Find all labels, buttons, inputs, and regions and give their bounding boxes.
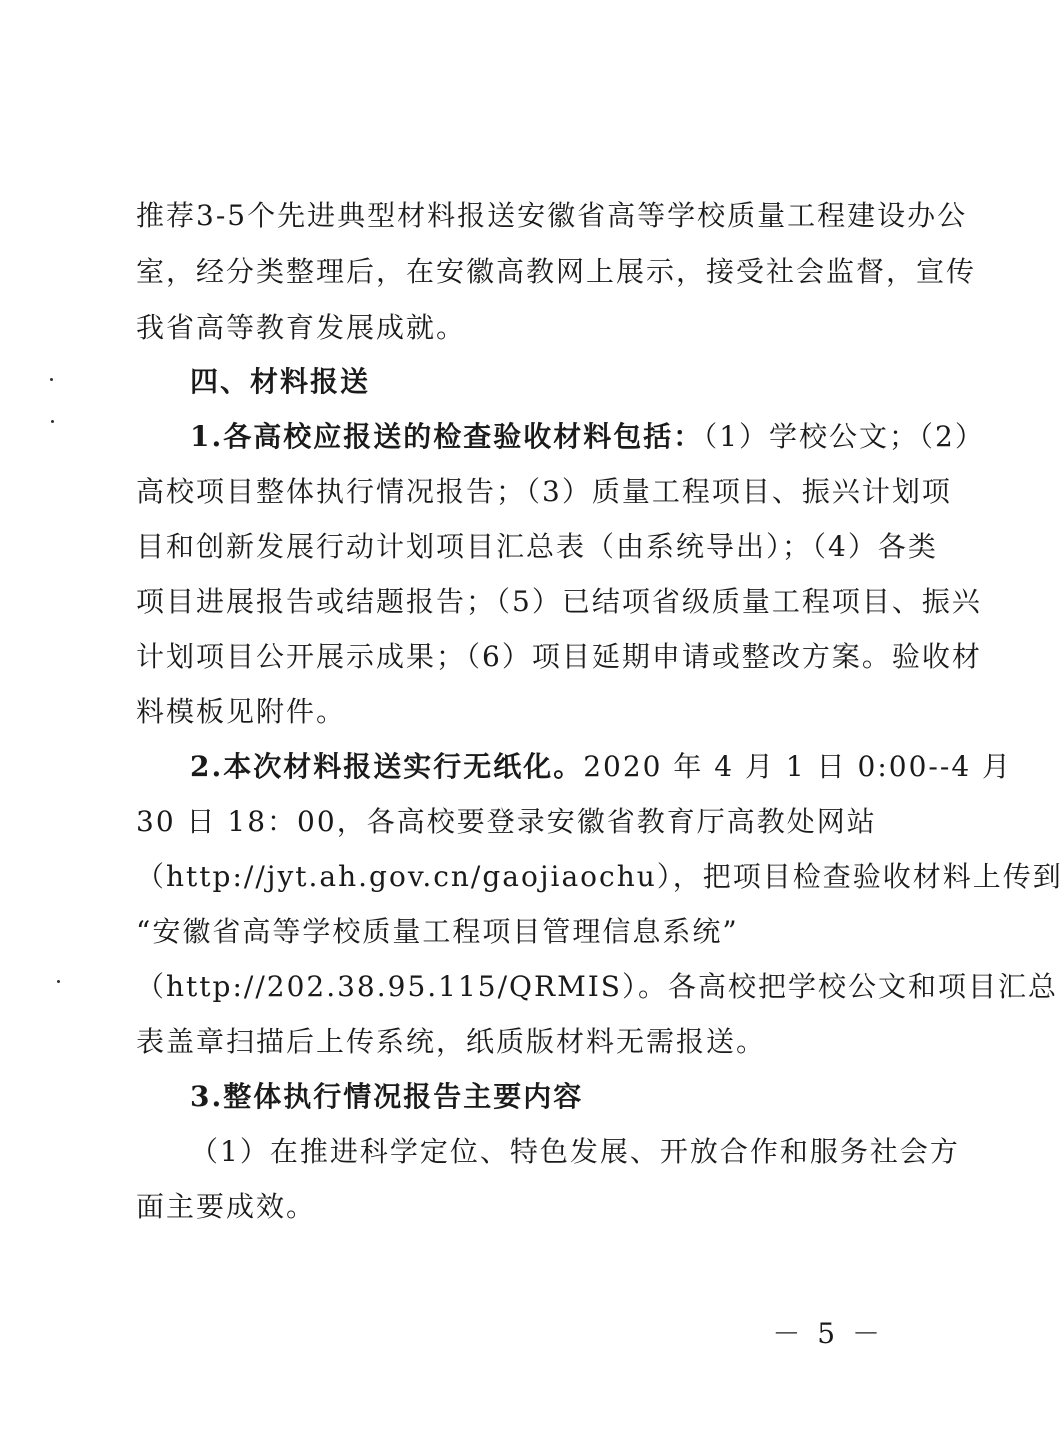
paragraph-line: 推荐3-5个先进典型材料报送安徽省高等学校质量工程建设办公 xyxy=(136,199,968,232)
section-heading: 四、材料报送 xyxy=(190,365,371,398)
paragraph-line: 我省高等教育发展成就。 xyxy=(136,311,467,344)
paragraph-line: 料模板见附件。 xyxy=(136,695,347,728)
item3-heading: 3.整体执行情况报告主要内容 xyxy=(190,1080,584,1113)
scan-speck xyxy=(51,420,54,423)
scan-speck xyxy=(50,378,53,381)
paragraph-line: （http://jyt.ah.gov.cn/gaojiaochu），把项目检查验收材料上传到 xyxy=(136,860,1063,893)
paragraph-line: 项目进展报告或结题报告；（5）已结项省级质量工程项目、振兴 xyxy=(136,585,982,618)
item1-line1 xyxy=(190,417,985,457)
item1-lead: 1.各高校应报送的检查验收材料包括： xyxy=(190,420,704,453)
paragraph-line: 高校项目整体执行情况报告；（3）质量工程项目、振兴计划项 xyxy=(136,475,952,508)
paragraph-line: 面主要成效。 xyxy=(136,1190,317,1223)
item1-line1-rest: （1）学校公文；（2） xyxy=(703,420,985,453)
page-number: － 5 － xyxy=(772,1317,884,1350)
paragraph-line: 表盖章扫描后上传系统，纸质版材料无需报送。 xyxy=(136,1025,767,1058)
paragraph-line: 计划项目公开展示成果；（6）项目延期申请或整改方案。验收材 xyxy=(136,640,982,673)
item2-lead: 2.本次材料报送实行无纸化。 xyxy=(190,750,584,783)
item2-line1 xyxy=(190,747,1013,787)
scan-speck xyxy=(57,980,60,983)
paragraph-line: 30 日 18：00，各高校要登录安徽省教育厅高教处网站 xyxy=(136,805,877,838)
paragraph-line: 室，经分类整理后，在安徽高教网上展示，接受社会监督，宣传 xyxy=(136,255,977,288)
paragraph-line: （1）在推进科学定位、特色发展、开放合作和服务社会方 xyxy=(190,1135,960,1168)
paragraph-line: “安徽省高等学校质量工程项目管理信息系统” xyxy=(136,915,739,948)
paragraph-line: 目和创新发展行动计划项目汇总表（由系统导出）；（4）各类 xyxy=(136,530,938,563)
paragraph-line: （http://202.38.95.115/QRMIS）。各高校把学校公文和项目汇总 xyxy=(136,970,1058,1003)
item2-line1-rest: 2020 年 4 月 1 日 0:00--4 月 xyxy=(583,750,1013,783)
